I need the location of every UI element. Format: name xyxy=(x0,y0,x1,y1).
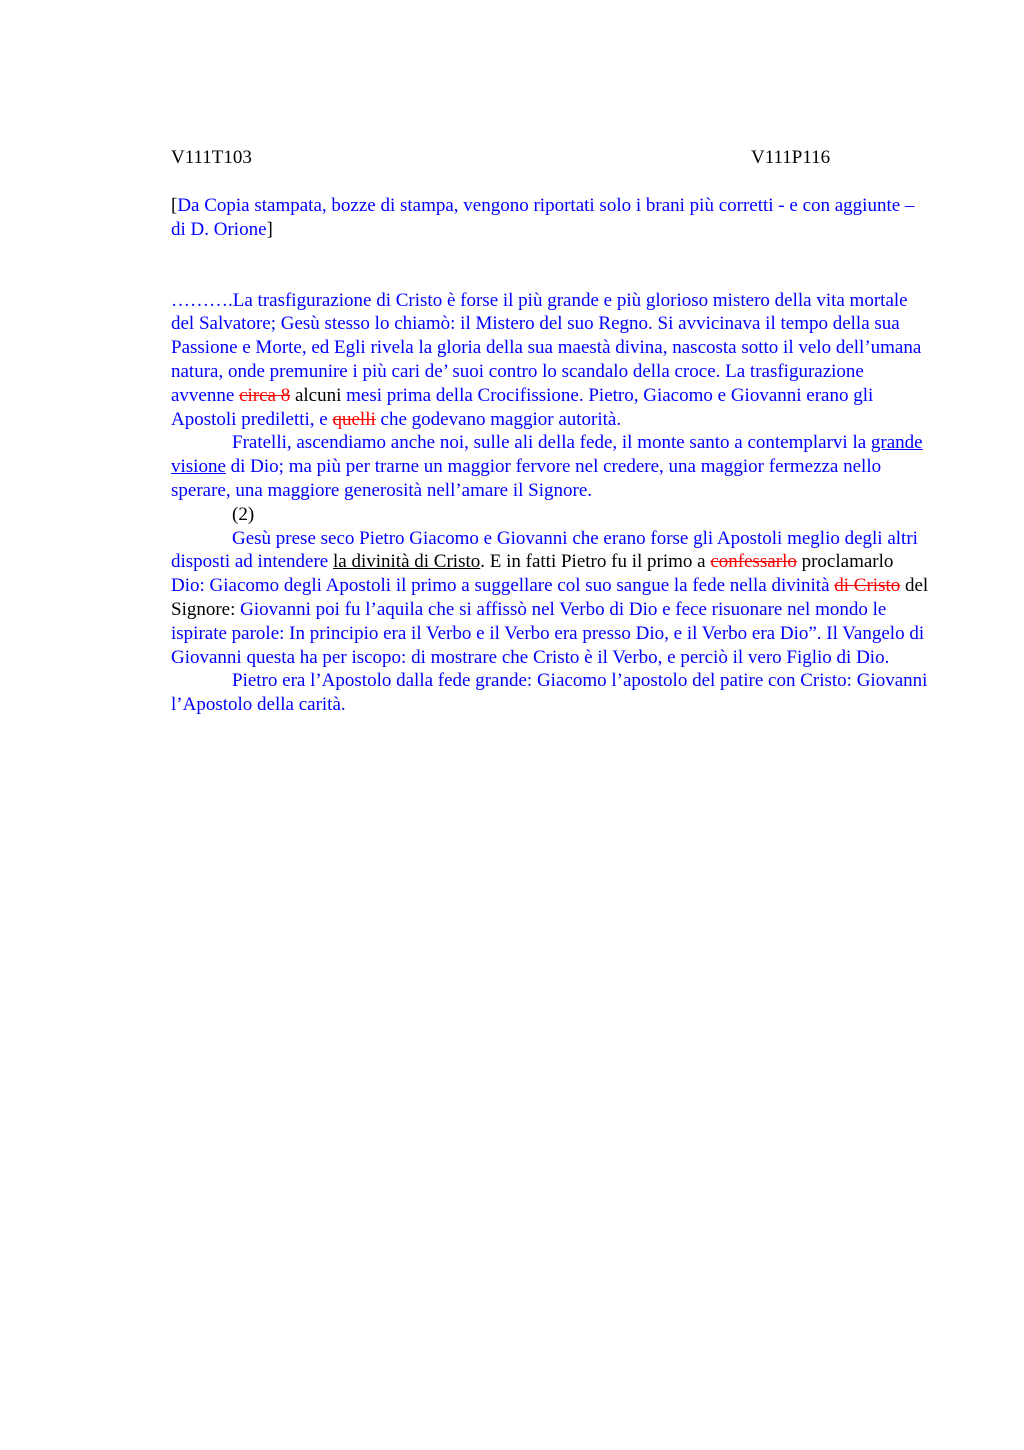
para2-underlined-1: grande visione xyxy=(171,432,923,478)
para4-black-3: del Signore: xyxy=(171,575,929,620)
para1-deleted-2: quelli xyxy=(332,408,376,430)
paragraph-transfiguration xyxy=(171,289,931,432)
para2-text-1: Fratelli, ascendiamo anche noi, sulle ali della fede, il monte santo a contemplarvi la xyxy=(232,432,871,454)
document-body xyxy=(171,289,931,717)
document-header xyxy=(171,146,931,170)
document-code-left: V111T103 xyxy=(171,147,252,168)
document-code-right: V111P116 xyxy=(751,147,831,168)
para1-text-3: che godevano maggior autorità. xyxy=(375,408,622,430)
para4-black-2: proclamarlo xyxy=(796,551,894,573)
editorial-note xyxy=(171,194,931,242)
para1-inserted-1: alcuni xyxy=(290,384,342,406)
para4-text-2: Dio: Giacomo degli Apostoli il primo a suggellare col suo sangue la fede nella divinità xyxy=(171,575,835,597)
document-page xyxy=(171,146,931,717)
paragraph-fratelli xyxy=(171,431,931,502)
note-text: Da Copia stampata, bozze di stampa, vengono riportati solo i brani più corretti - e con aggiunte – di D. Orione xyxy=(171,195,915,240)
paragraph-pietro: Pietro era l’Apostolo dalla fede grande: Giacomo l’apostolo del patire con Cristo: Giovanni l’Apostolo della carità. xyxy=(171,670,928,716)
para4-deleted-2: di Cristo xyxy=(834,575,901,597)
para1-text-1: ……….La trasfigurazione di Cristo è forse il più grande e più glorioso mistero della vita mortale del Salvatore; Gesù stesso lo chiamò: il Mistero del suo Regno. Si avvicinava il tempo della sua Passione e Morte, ed Egli rivela la gloria della sua maestà divina, nascosta sotto il velo dell’umana natura, onde premunire i più cari de’ suoi contro lo scandalo della croce. La trasfigurazione avvenne xyxy=(171,289,922,406)
para4-deleted-1: confessarlo xyxy=(710,551,797,573)
paragraph-apostles xyxy=(171,527,931,670)
para2-text-2: di Dio; ma più per trarne un maggior fervore nel credere, una maggior fermezza nello sperare, una maggiore generosità nell’amare il Signore. xyxy=(171,456,882,501)
para4-underlined-1: la divinità di Cristo xyxy=(333,551,481,573)
para4-text-1: Gesù prese seco Pietro Giacomo e Giovanni che erano forse gli Apostoli meglio degli altri disposti ad intendere xyxy=(171,527,918,573)
note-open-bracket: [ xyxy=(171,195,178,216)
para1-deleted-1: circa 8 xyxy=(239,384,291,406)
para1-text-2: mesi prima della Crocifissione. Pietro, Giacomo e Giovanni erano gli Apostoli prediletti, e xyxy=(171,384,874,430)
para4-text-3: Giovanni poi fu l’aquila che si affissò nel Verbo di Dio e fece risuonare nel mondo le ispirate parole: In principio era il Verbo e il Verbo era presso Dio, e il Verbo era Dio”. Il Vangelo di Giovanni questa ha per iscopo: di mostrare che Cristo è il Verbo, e perciò il vero Figlio di Dio. xyxy=(171,598,925,668)
note-close-bracket: ] xyxy=(266,218,273,240)
paragraph-number-marker: (2) xyxy=(232,503,255,525)
para4-black-1: . E in fatti Pietro fu il primo a xyxy=(480,551,711,573)
